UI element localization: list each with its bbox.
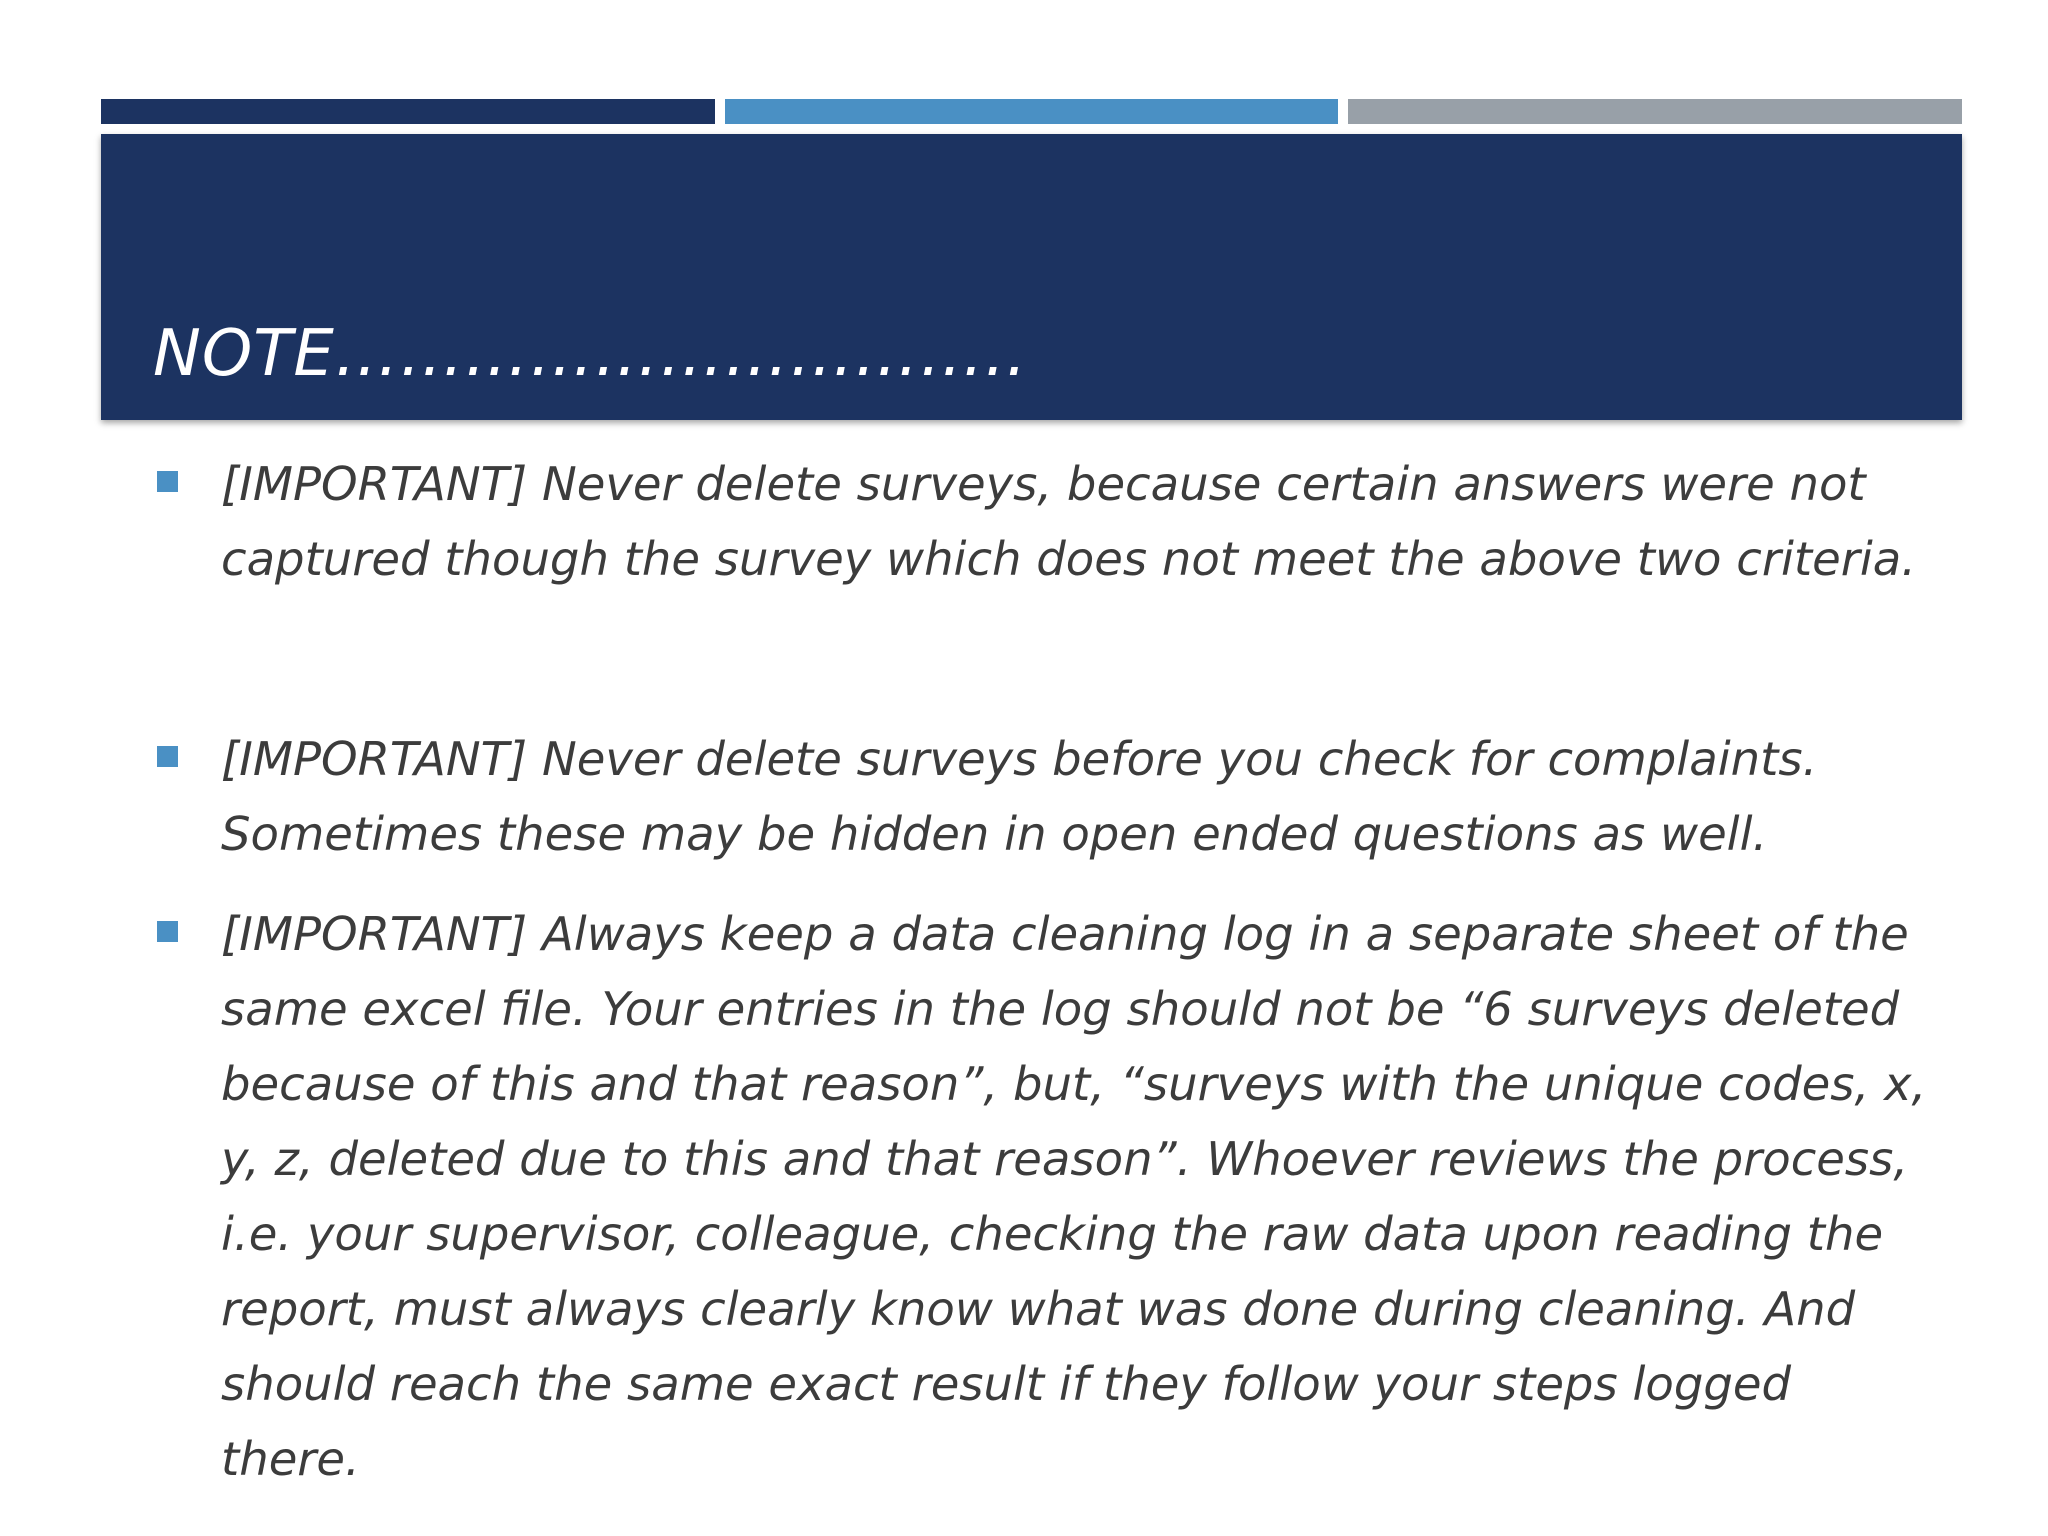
bullet-text-2: [IMPORTANT] Never delete surveys before you check for complaints. Sometimes these may be hidden in open ended questions as well.	[221, 732, 1818, 861]
bullet-text-3: [IMPORTANT] Always keep a data cleaning log in a separate sheet of the same excel file. Your entries in the log should not be “6 surveys deleted because of this and that reason”, but, “surveys with the unique codes, x, y, z, deleted due to this and that reason”. Whoever reviews the process, i.e. your supervisor, colleague, checking the raw data upon reading the report, must always clearly know what was done during cleaning. And should reach the same exact result if they follow your steps logged there.	[221, 907, 1927, 1486]
square-bullet-icon	[157, 746, 178, 767]
bullet-item-3	[150, 897, 1940, 1497]
bullet-item-1	[150, 447, 1940, 597]
square-bullet-icon	[157, 921, 178, 942]
square-bullet-icon	[157, 471, 178, 492]
bullet-item-2	[150, 722, 1940, 872]
bullet-text-1: [IMPORTANT] Never delete surveys, because certain answers were not captured though the survey which does not meet the above two criteria.	[221, 457, 1917, 586]
slide-title: NOTE…………………………..	[153, 317, 1028, 391]
